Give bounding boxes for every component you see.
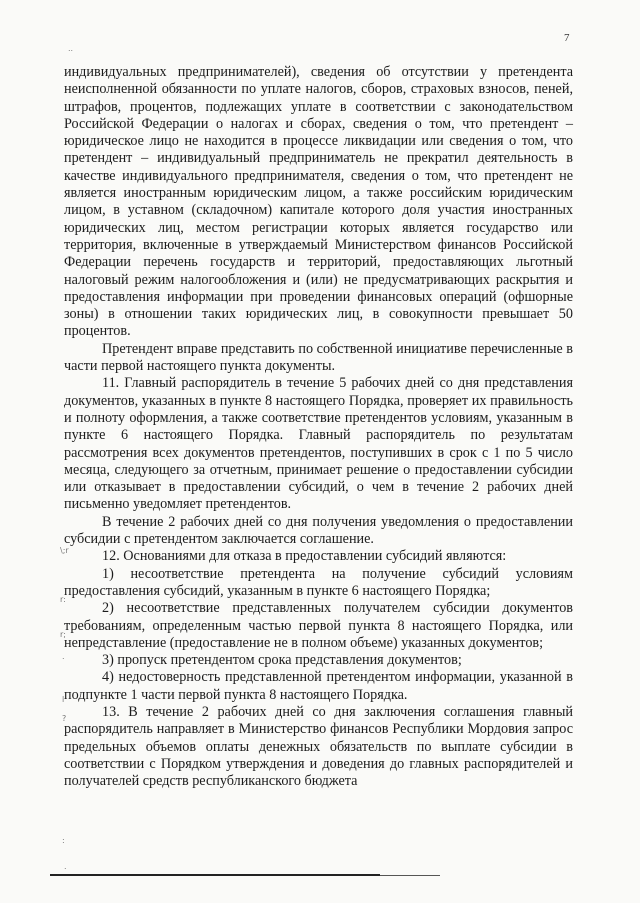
scan-mark: .	[64, 862, 67, 871]
body-text	[64, 64, 573, 790]
scan-mark: l	[62, 695, 65, 704]
paragraph-item-13: 13. В течение 2 рабочих дней со дня заключения соглашения главный распорядитель направляет в Министерство финансов Республики Мордовия запрос предельных объемов оплаты денежных обязательств по выплате субсидии в соответствии с Порядком утверждения и доведения до главных распорядителей и получателей средств республиканского бюджета	[64, 703, 573, 790]
scan-mark: \;r	[60, 546, 69, 555]
paragraph: В течение 2 рабочих дней со дня получения уведомления о предоставлении субсидии с претендентом заключается соглашение.	[64, 513, 573, 548]
page-number: 7	[564, 32, 570, 44]
list-item: 4) недостоверность представленной претендентом информации, указанной в подпункте 1 части первой пункта 8 настоящего Порядка.	[64, 669, 573, 703]
scan-mark: r;	[60, 630, 66, 639]
paragraph-continued: индивидуальных предпринимателей), сведения об отсутствии у претендента неисполненной обязанности по уплате налогов, сборов, страховых взносов, пеней, штрафов, процентов, подлежащих уплате в соответствии с законодательством Российской Федерации о налогах и сборах, сведения о том, что претендент – юридическое лицо не находится в процессе ликвидации или сведения о том, что претендент – индивидуальный предприниматель не прекратил деятельность в качестве индивидуального предпринимателя, сведения о том, что претендент не является иностранным юридическим лицом, а также российским юридическим лицом, в уставном (складочном) капитале которого доля участия иностранных юридических лиц, местом регистрации которых является государство или территория, включенные в утверждаемый Министерством финансов Российской Федерации перечень государств и территорий, предоставляющих льготный налоговый режим налогообложения и (или) не предусматривающих раскрытия и предоставления информации при проведении финансовых операций (офшорные зоны) в отношении таких юридических лиц, в совокупности превышает 50 процентов.	[64, 64, 573, 340]
list-item: 3) пропуск претендентом срока представления документов;	[102, 652, 462, 669]
scan-edge-line	[380, 875, 440, 876]
scan-mark: :	[62, 836, 65, 845]
scan-edge-line	[50, 874, 380, 876]
scan-mark: ?	[62, 714, 67, 723]
paragraph-item-11: 11. Главный распорядитель в течение 5 рабочих дней со дня представления документов, указанных в пункте 8 настоящего Порядка, проверяет их правильность и полноту оформления, а также соответствие претендентов условиям, указанным в пункте 6 настоящего Порядка. Главный распорядитель по результатам рассмотрения всех документов претендентов, поступивших в срок с 1 по 5 число месяца, следующего за отчетным, принимает решение о предоставлении субсидии или отказывает в предоставлении субсидий, о чем в течение 2 рабочих дней письменно уведомляет претендентов.	[64, 375, 573, 513]
scan-mark: ..	[68, 44, 74, 53]
paragraph: Претендент вправе представить по собственной инициативе перечисленные в части первой настоящего пункта документы.	[64, 340, 573, 375]
scan-mark: .	[62, 652, 65, 661]
paragraph-item-12: 12. Основаниями для отказа в предоставлении субсидий являются:	[102, 548, 507, 565]
list-item: 2) несоответствие представленных получателем субсидии документов требованиям, определенным частью первой пункта 8 настоящего Порядка, или непредставление (предоставление не в полном объеме) указанных документов;	[64, 600, 573, 651]
scan-mark: r:	[60, 595, 66, 604]
list-item: 1) несоответствие претендента на получение субсидий условиям предоставления субсидий, указанным в пункте 6 настоящего Порядка;	[64, 565, 573, 599]
